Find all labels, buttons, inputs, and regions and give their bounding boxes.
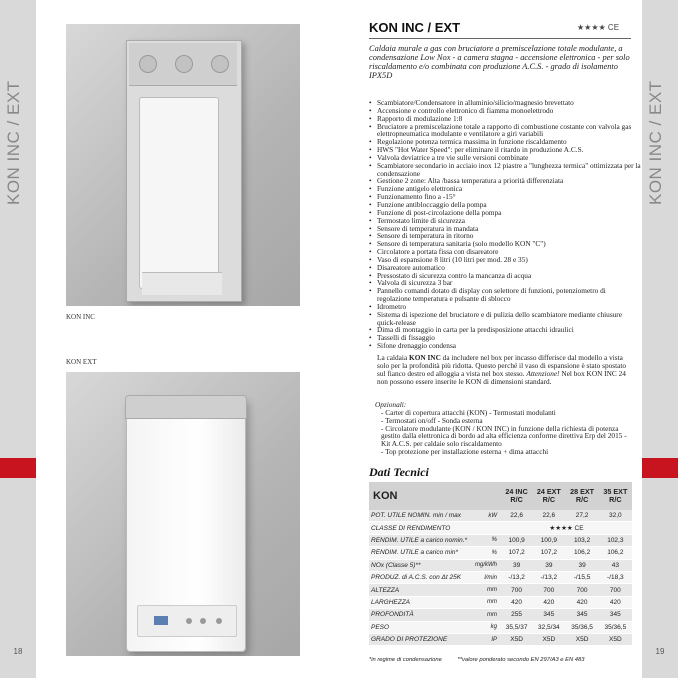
feature-list bbox=[369, 99, 641, 350]
left-red-marker bbox=[0, 458, 36, 478]
list-item: • Termostato limite di sicurezza bbox=[377, 217, 641, 225]
list-item: • Accensione e controllo elettronico di fiamma monoelettrodo bbox=[377, 107, 641, 115]
table-footnotes bbox=[369, 657, 598, 663]
list-item: • Sifone drenaggio condensa bbox=[377, 342, 641, 350]
column-header: 24 INC R/C bbox=[501, 482, 532, 510]
list-item: - Top protezione per installazione esterna + dima attacchi bbox=[381, 447, 549, 457]
list-item: • Funzione antigelo elettronica bbox=[377, 185, 641, 193]
boiler-ext-body bbox=[126, 398, 246, 652]
title-divider bbox=[369, 38, 631, 39]
list-item: • Scambiatore/Condensatore in alluminio/silicio/magnesio brevettato bbox=[377, 99, 641, 107]
optionals-heading: Opzionali: bbox=[375, 400, 407, 409]
list-item: • Valvola di sicurezza 3 bar bbox=[377, 279, 641, 287]
right-red-marker bbox=[642, 458, 678, 478]
table-row: PESO kg 35,5/37 32,5/34 35/36,5 35/36,5 bbox=[369, 621, 632, 633]
right-tab-label: KON INC / EXT bbox=[646, 80, 665, 205]
control-panel bbox=[142, 272, 222, 295]
table-row: NOx (Classe 5)** mg/kWh 39 39 39 43 bbox=[369, 559, 632, 571]
table-row: PRODUZ. di A.C.S. con Δt 25K l/min -/13,2 -/13,2 -/15,5 -/18,3 bbox=[369, 571, 632, 583]
list-item: - Circolatore modulante (KON / KON INC) in funzione della richiesta di potenza gestito dalla elettronica di bordo ad alta efficienza conforme direttiva Erp del 2015 - Kit A.C.S. per caldaie solo riscaldamento bbox=[381, 423, 627, 449]
recessed-box bbox=[126, 40, 242, 302]
intro-text: Caldaia murale a gas con bruciatore a premiscelazione totale modulante, a condensazione Low Nox - a camera stagna - accensione elettronica - per solo riscaldamento e/o combinata con produzione A.C.S. - grado di isolamento IPX5D bbox=[369, 44, 630, 80]
table-row: RENDIM. UTILE a carico nomin.* % 100,9 100,9 103,2 102,3 bbox=[369, 534, 632, 546]
right-side-tab bbox=[642, 0, 678, 678]
tech-data-table bbox=[369, 482, 632, 646]
footnote: **valore ponderato secondo EN 297/A3 e EN 483 bbox=[457, 657, 585, 663]
list-item: • Sistema di ispezione del bruciatore e di pulizia dello scambiatore mediante chiusure quick-release bbox=[377, 311, 641, 327]
right-page-number: 19 bbox=[655, 647, 665, 656]
table-row: GRADO DI PROTEZIONE IP X5D X5D X5D X5D bbox=[369, 633, 632, 645]
list-item: • Funzionamento fino a -15° bbox=[377, 193, 641, 201]
table-row: POT. UTILE NOMIN. min / max kW 22,6 22,6 27,2 32,0 bbox=[369, 510, 632, 522]
kon-inc-photo bbox=[66, 24, 300, 306]
list-item: • Circolatore a portata fissa con disareatore bbox=[377, 248, 641, 256]
list-item: • Sensore di temperatura in ritorno bbox=[377, 232, 641, 240]
list-item: • Pannello comandi dotato di display con selettore di funzioni, potenziometro di regolazione temperatura e pulsante di sblocco bbox=[377, 287, 641, 303]
table-row: ALTEZZA mm 700 700 700 700 bbox=[369, 584, 632, 596]
tech-data-heading: Dati Tecnici bbox=[369, 465, 429, 479]
column-header: 24 EXT R/C bbox=[532, 482, 565, 510]
list-item: • Bruciatore a premiscelazione totale a rapporto di combustione costante con valvola gas elettropneumatica modulante e ventilatore a giri variabili bbox=[377, 123, 641, 139]
column-header: 35 EXT R/C bbox=[599, 482, 632, 510]
list-item: • Disareatore automatico bbox=[377, 264, 641, 272]
list-item: • HWS "Hot Water Speed": per eliminare il ritardo in produzione A.C.S. bbox=[377, 146, 641, 154]
list-item: - Termostati on/off - Sonda esterna bbox=[381, 415, 483, 425]
list-item: • Tasselli di fissaggio bbox=[377, 334, 641, 342]
list-item: • Vaso di espansione 8 litri (10 litri per mod. 28 e 35) bbox=[377, 256, 641, 264]
top-cover bbox=[125, 395, 247, 419]
list-item: • Pressostato di sicurezza contro la mancanza di acqua bbox=[377, 272, 641, 280]
list-item: • Funzione di post-circolazione della pompa bbox=[377, 209, 641, 217]
list-item: • Valvola deviatrice a tre vie sulle versioni combinate bbox=[377, 154, 641, 162]
rating-badge: ★★★★ CE bbox=[577, 23, 620, 32]
boiler-body bbox=[139, 97, 219, 289]
list-item: - Carter di copertura attacchi (KON) - Termostati modulanti bbox=[381, 407, 556, 417]
display-ext bbox=[154, 616, 168, 625]
list-item: • Gestione 2 zone: Alta /bassa temperatura a priorità differenziata bbox=[377, 177, 641, 185]
optionals-block bbox=[369, 401, 633, 456]
table-row: CLASSE DI RENDIMENTO ★★★★ CE bbox=[369, 522, 632, 534]
left-page-number: 18 bbox=[13, 647, 23, 656]
table-row: LARGHEZZA mm 420 420 420 420 bbox=[369, 596, 632, 608]
page-title: KON INC / EXT bbox=[369, 20, 461, 35]
model-header: KON bbox=[369, 482, 501, 510]
column-header: 28 EXT R/C bbox=[565, 482, 598, 510]
list-item: • Funzione antibloccaggio della pompa bbox=[377, 201, 641, 209]
table-header-row bbox=[369, 482, 632, 510]
left-side-tab bbox=[0, 0, 36, 678]
list-item: • Regolazione potenza termica massima in funzione riscaldamento bbox=[377, 138, 641, 146]
list-item: • Sensore di temperatura sanitaria (solo modello KON "C") bbox=[377, 240, 641, 248]
caption-kon-inc: KON INC bbox=[66, 313, 95, 321]
inc-description: La caldaia KON INC da includere nel box per incasso differisce dal modello a vista solo per la profondità più ridotta. Questo perché il vaso di espansione è stato spostato sul fianco destro ed alloggia a vista nel box stesso. Attenzione! Nel box KON INC 24 non possono essere inserite le KON di dimensioni standard. bbox=[377, 353, 627, 386]
list-item: • Scambiatore secondario in acciaio inox 12 piastre a "lunghezza termica" ottimizzata per la condensazione bbox=[377, 162, 641, 178]
control-panel-ext bbox=[137, 605, 237, 637]
kon-ext-photo bbox=[66, 372, 300, 656]
caption-kon-ext: KON EXT bbox=[66, 358, 97, 366]
list-item: • Rapporto di modulazione 1:8 bbox=[377, 115, 641, 123]
list-item: • Sensore di temperatura in mandata bbox=[377, 225, 641, 233]
list-item: • Dima di montaggio in carta per la predisposizione attacchi idraulici bbox=[377, 326, 641, 334]
list-item: • Idrometro bbox=[377, 303, 641, 311]
table-row: RENDIM. UTILE a carico min* % 107,2 107,2 106,2 106,2 bbox=[369, 547, 632, 559]
footnote: *in regime di condensazione bbox=[369, 657, 442, 663]
table-row: PROFONDITÀ mm 255 345 345 345 bbox=[369, 609, 632, 621]
left-tab-label: KON INC / EXT bbox=[4, 80, 23, 205]
